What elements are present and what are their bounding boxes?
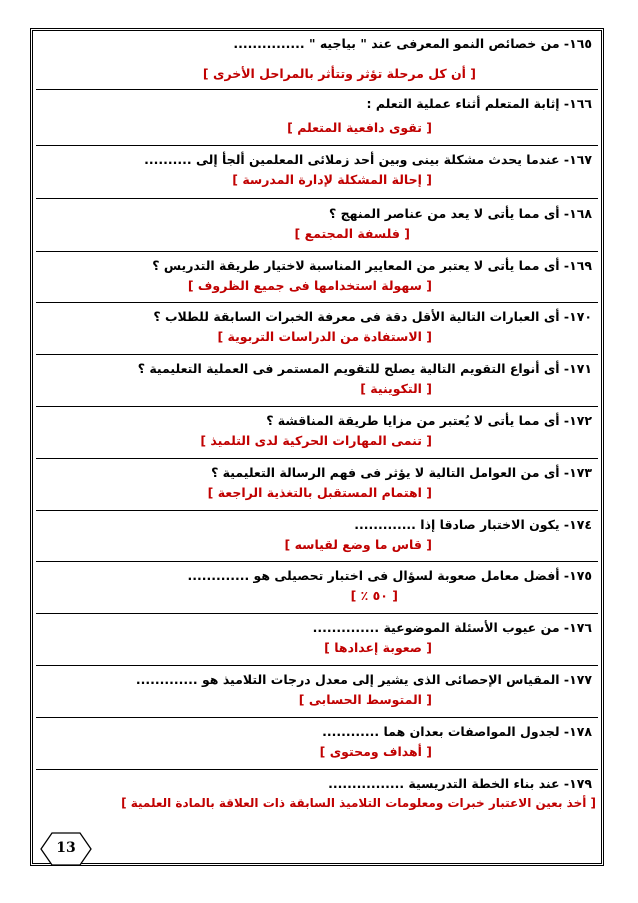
- question-text: ١٧٧- المقياس الإحصائى الذى يشير إلى معدل درجات التلاميذ هو .............: [135, 672, 592, 687]
- divider: [36, 145, 598, 146]
- question-text: ١٦٧- عندما يحدث مشكلة بينى وبين أحد زملائى المعلمين ألجأ إلى ..........: [144, 152, 592, 167]
- divider: [36, 717, 598, 718]
- divider: [36, 302, 598, 303]
- answer-text: [ سهولة استخدامها فى جميع الظروف ]: [187, 278, 432, 293]
- answer-text: [ إحالة المشكلة لإدارة المدرسة ]: [232, 172, 432, 187]
- divider: [36, 613, 598, 614]
- answer-text: [ صعوبة إعدادها ]: [324, 640, 432, 655]
- question-text: ١٧١- أى أنواع التقويم التالية يصلح للتقويم المستمر فى العملية التعليمية ؟: [137, 361, 592, 376]
- question-text: ١٧٥- أفضل معامل صعوبة لسؤال فى اختبار تحصيلى هو .............: [187, 568, 592, 583]
- answer-text: [ الاستفادة من الدراسات التربوية ]: [217, 329, 432, 344]
- question-text: ١٧٩- عند بناء الخطة التدريسية ................: [328, 776, 592, 791]
- answer-text: [ فلسفة المجتمع ]: [294, 226, 410, 241]
- page-number-badge: [40, 832, 92, 866]
- divider: [36, 406, 598, 407]
- divider: [36, 251, 598, 252]
- answer-text: [ أخذ بعين الاعتبار خبرات ومعلومات التلاميذ السابقة ذات العلاقة بالمادة العلمية ]: [121, 796, 596, 810]
- question-text: ١٦٥- من خصائص النمو المعرفى عند " بياجيه " ...............: [233, 36, 592, 51]
- question-text: ١٧٤- يكون الاختبار صادقا إذا .............: [354, 517, 592, 532]
- question-text: ١٧٣- أى من العوامل التالية لا يؤثر فى فهم الرسالة التعليمية ؟: [211, 465, 592, 480]
- divider: [36, 665, 598, 666]
- question-text: ١٦٩- أى مما يأتى لا يعتبر من المعايير المناسبة لاختيار طريقة التدريس ؟: [152, 258, 592, 273]
- divider: [36, 561, 598, 562]
- question-text: ١٧٦- من عيوب الأسئلة الموضوعية ..............: [312, 620, 592, 635]
- question-text: ١٦٨- أى مما يأتى لا يعد من عناصر المنهج ؟: [329, 206, 592, 221]
- divider: [36, 89, 598, 90]
- answer-text: [ أن كل مرحلة تؤثر وتتأثر بالمراحل الأخرى ]: [202, 66, 476, 81]
- divider: [36, 198, 598, 199]
- answer-text: [ قاس ما وضع لقياسه ]: [284, 537, 432, 552]
- answer-text: [ تنمى المهارات الحركية لدى التلميذ ]: [200, 433, 432, 448]
- answer-text: [ التكوينية ]: [360, 381, 432, 396]
- divider: [36, 458, 598, 459]
- divider: [36, 510, 598, 511]
- page-number: 13: [56, 840, 76, 856]
- answer-text: [ ٥٠ ٪ ]: [350, 588, 398, 603]
- question-text: ١٦٦- إثابة المتعلم أثناء عملية التعلم :: [366, 96, 592, 111]
- divider: [36, 354, 598, 355]
- answer-text: [ أهداف ومحتوى ]: [319, 744, 432, 759]
- question-text: ١٧٢- أى مما يأتى لا يُعتبر من مزايا طريقة المناقشة ؟: [266, 413, 592, 428]
- answer-text: [ اهتمام المستقبل بالتغذية الراجعة ]: [207, 485, 432, 500]
- answer-text: [ المتوسط الحسابى ]: [298, 692, 432, 707]
- divider: [36, 769, 598, 770]
- question-text: ١٧٨- لجدول المواصفات بعدان هما ............: [322, 724, 592, 739]
- answer-text: [ تقوى دافعية المتعلم ]: [287, 120, 432, 135]
- questions-list: [36, 34, 598, 860]
- question-text: ١٧٠- أى العبارات التالية الأقل دقة فى معرفة الخبرات السابقة للطلاب ؟: [153, 309, 592, 324]
